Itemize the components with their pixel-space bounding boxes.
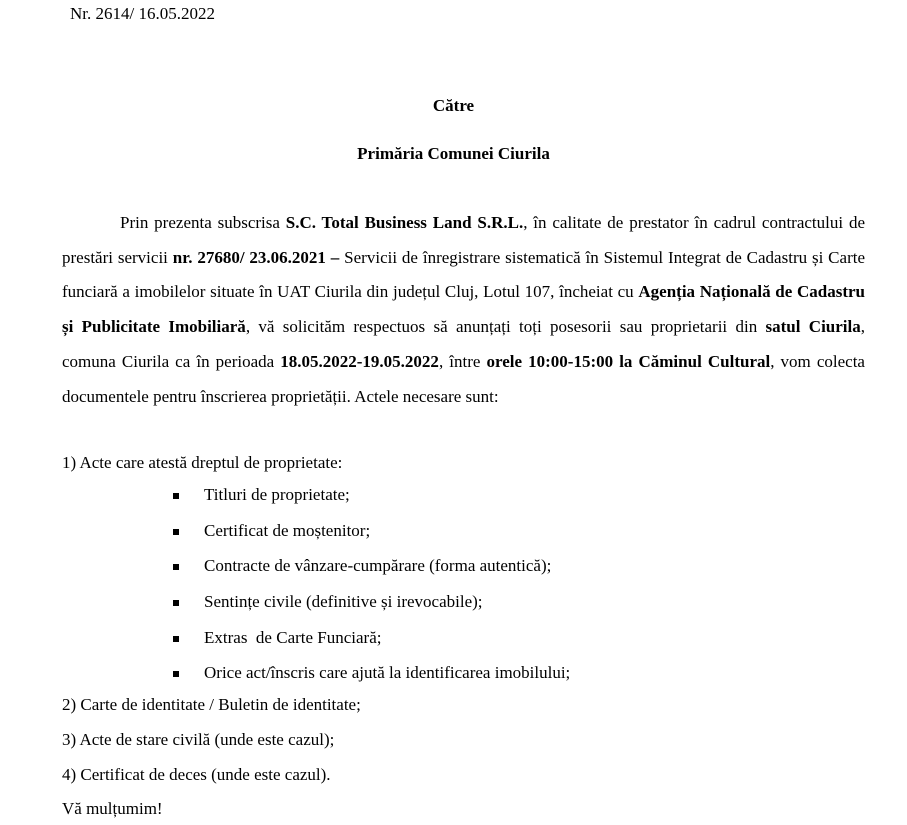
list-item-3: 3) Acte de stare civilă (unde este cazul); <box>62 730 335 749</box>
list-item-4: 4) Certificat de deces (unde este cazul). <box>62 765 331 784</box>
body-text: , între <box>438 351 487 371</box>
time-location: orele 10:00-15:00 la Căminul Cultural <box>486 351 771 371</box>
body-text: , în calitate de prestator în cadrul contractului de prestări servicii <box>62 213 865 267</box>
body-text: Prin prezenta subscrisa <box>120 213 286 232</box>
list-item <box>170 521 570 557</box>
contract-number: nr. 27680/ 23.06.2021 – <box>172 247 340 267</box>
list-item-1: 1) Acte care atestă dreptul de proprietate: <box>62 453 343 472</box>
square-bullet-icon <box>173 671 179 677</box>
closing-text: Vă mulțumim! <box>62 799 163 818</box>
body-text: , vă solicităm respectuos să anunțați toți posesorii sau proprietarii din <box>245 317 766 337</box>
list-item <box>170 556 570 592</box>
list-item <box>170 592 570 628</box>
list-item-2: 2) Carte de identitate / Buletin de identitate; <box>62 695 361 714</box>
square-bullet-icon <box>173 564 179 570</box>
company-name: S.C. Total Business Land S.R.L. <box>285 213 524 232</box>
bullet-text: Extras de Carte Funciară; <box>204 627 382 647</box>
bullet-text: Sentințe civile (definitive și irevocabile); <box>204 592 483 612</box>
village-name: satul Ciurila <box>765 317 861 337</box>
bullet-list <box>170 485 570 699</box>
square-bullet-icon <box>173 636 179 642</box>
list-item <box>170 663 570 699</box>
agency-name: Agenția Națională de Cadastru și Publicitate Imobiliară <box>62 282 865 337</box>
body-text: , comuna Ciurila ca în perioada <box>62 317 866 371</box>
date-range: 18.05.2022-19.05.2022 <box>280 351 439 371</box>
square-bullet-icon <box>173 529 179 535</box>
square-bullet-icon <box>173 493 179 499</box>
list-item <box>170 628 570 664</box>
bullet-text: Titluri de proprietate; <box>204 485 350 504</box>
body-text: , vom colecta documentele pentru înscrierea proprietății. Actele necesare sunt: <box>62 351 865 406</box>
addressee-to: Către <box>432 96 475 115</box>
addressee-name: Primăria Comunei Ciurila <box>357 144 550 163</box>
bullet-text: Orice act/înscris care ajută la identificarea imobilului; <box>204 663 571 683</box>
list-item <box>170 485 570 521</box>
bullet-text: Contracte de vânzare-cumpărare (forma autentică); <box>204 556 552 576</box>
body-paragraph <box>62 206 865 414</box>
square-bullet-icon <box>173 600 179 606</box>
body-text: Servicii de înregistrare sistematică în Sistemul Integrat de Cadastru și Carte funciară a imobilelor situate în UAT Ciurila din județul Cluj, Lotul 107, încheiat cu <box>62 247 866 302</box>
document-reference-number: Nr. 2614/ 16.05.2022 <box>70 4 215 23</box>
bullet-text: Certificat de moștenitor; <box>204 520 371 540</box>
